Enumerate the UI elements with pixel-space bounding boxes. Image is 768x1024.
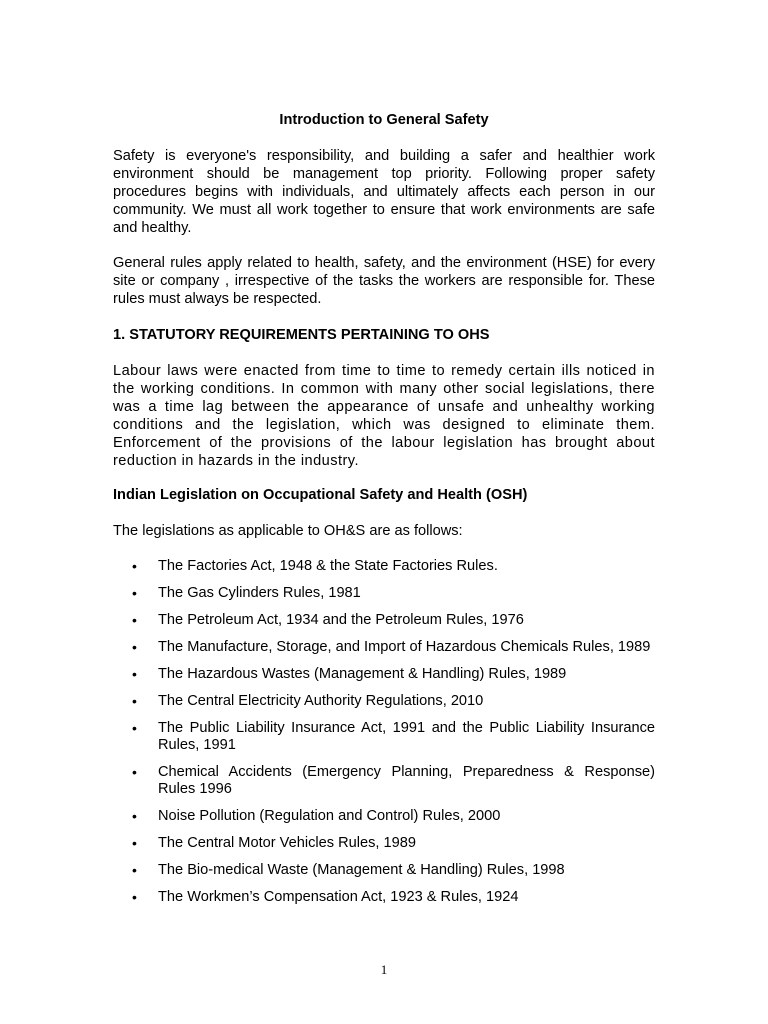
subheading-indian-legislation: Indian Legislation on Occupational Safety and Health (OSH) <box>113 487 528 503</box>
bullet-icon: • <box>132 889 137 905</box>
list-item <box>113 558 655 575</box>
list-item-text: The Petroleum Act, 1934 and the Petroleum Rules, 1976 <box>158 612 524 628</box>
list-item <box>113 693 655 710</box>
intro-paragraph: Safety is everyone's responsibility, and building a safer and healthier work environment should be management top priority. Following proper safety procedures begins with individuals, and ultimately affects each person in our community. We must all work together to ensure that work environments are safe and healthy. <box>113 148 655 236</box>
document-title: Introduction to General Safety <box>279 112 489 128</box>
list-item <box>113 639 655 656</box>
list-item-text: Chemical Accidents (Emergency Planning, Preparedness & Response) Rules 1996 <box>158 764 655 797</box>
bullet-icon: • <box>132 835 137 851</box>
bullet-icon: • <box>132 639 137 655</box>
list-item <box>113 808 655 825</box>
list-item <box>113 862 655 879</box>
list-item-text: The Factories Act, 1948 & the State Factories Rules. <box>158 558 498 574</box>
bullet-icon: • <box>132 666 137 682</box>
bullet-icon: • <box>132 693 137 709</box>
bullet-icon: • <box>132 808 137 824</box>
list-item-text: The Central Electricity Authority Regulations, 2010 <box>158 693 484 709</box>
list-item <box>113 585 655 602</box>
list-item-text: The Bio-medical Waste (Management & Handling) Rules, 1998 <box>158 862 565 878</box>
list-item-text: The Central Motor Vehicles Rules, 1989 <box>158 835 416 851</box>
list-item-text: The Gas Cylinders Rules, 1981 <box>158 585 361 601</box>
list-item <box>113 764 655 798</box>
list-item <box>113 889 655 906</box>
bullet-icon: • <box>132 612 137 628</box>
bullet-icon: • <box>132 585 137 601</box>
bullet-icon: • <box>132 720 137 736</box>
list-item <box>113 835 655 852</box>
legislation-list <box>113 558 655 916</box>
list-item-text: The Public Liability Insurance Act, 1991 and the Public Liability Insurance Rules, 1991 <box>158 720 655 753</box>
list-intro: The legislations as applicable to OH&S are as follows: <box>113 523 463 539</box>
rules-paragraph: General rules apply related to health, safety, and the environment (HSE) for every site or company , irrespective of the tasks the workers are responsible for. These rules must always be respected. <box>113 255 655 307</box>
list-item <box>113 612 655 629</box>
bullet-icon: • <box>132 862 137 878</box>
section-paragraph-labour-laws: Labour laws were enacted from time to time to remedy certain ills noticed in the working conditions. In common with many other social legislations, there was a time lag between the appearance of unsafe and unhealthy working conditions and the legislation, which was designed to eliminate them. Enforcement of the provisions of the labour legislation has brought about reduction in hazards in the industry. <box>113 363 655 469</box>
list-item-text: The Manufacture, Storage, and Import of Hazardous Chemicals Rules, 1989 <box>158 639 651 655</box>
bullet-icon: • <box>132 764 137 780</box>
page-number: 1 <box>380 962 388 977</box>
list-item-text: The Workmen’s Compensation Act, 1923 & Rules, 1924 <box>158 889 519 905</box>
bullet-icon: • <box>132 558 137 574</box>
list-item-text: The Hazardous Wastes (Management & Handling) Rules, 1989 <box>158 666 567 682</box>
list-item <box>113 720 655 754</box>
section-heading-statutory: 1. STATUTORY REQUIREMENTS PERTAINING TO OHS <box>113 327 490 343</box>
list-item <box>113 666 655 683</box>
list-item-text: Noise Pollution (Regulation and Control) Rules, 2000 <box>158 808 501 824</box>
